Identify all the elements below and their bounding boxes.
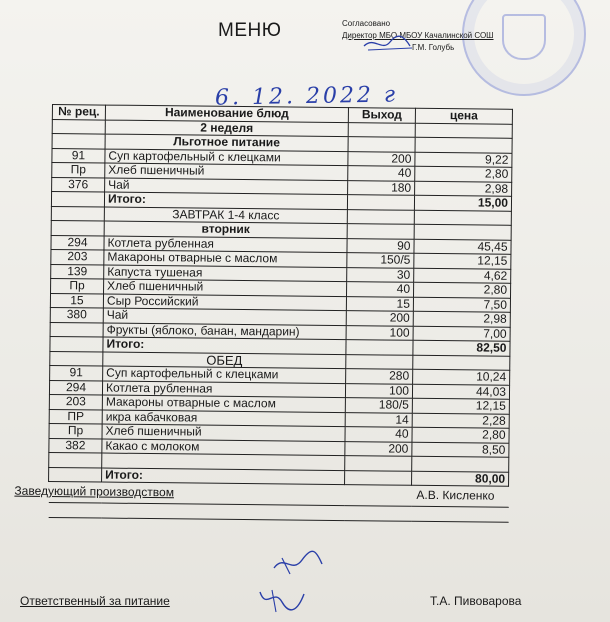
portion-output: 15 xyxy=(346,296,413,311)
dish-price: 12,15 xyxy=(412,398,509,414)
portion-output: 200 xyxy=(346,311,413,326)
approval-line-1: Согласовано xyxy=(342,19,391,28)
menu-table xyxy=(14,104,513,523)
breakfast-total-value: 82,50 xyxy=(413,340,510,356)
breakfast-total-label: Итого: xyxy=(103,337,346,354)
head-name: А.В. Кисленко xyxy=(416,487,495,503)
portion-output: 100 xyxy=(345,383,412,398)
dish-name: икра кабачковая xyxy=(102,410,345,427)
dish-price: 7,00 xyxy=(413,326,510,342)
dish-name: Суп картофельный с клецками xyxy=(105,149,348,166)
recipe-number: Пр xyxy=(52,163,105,178)
handwritten-date: 6. 12. 2022 г xyxy=(214,82,399,111)
recipe-number: 91 xyxy=(50,365,103,380)
recipe-number: 139 xyxy=(51,264,104,279)
portion-output: 40 xyxy=(348,166,415,181)
dish-price: 4,62 xyxy=(414,268,511,284)
dish-price: 2,98 xyxy=(415,181,512,197)
portion-output: 150/5 xyxy=(347,253,414,268)
dish-name: Капуста тушеная xyxy=(104,265,347,282)
dish-name: Чай xyxy=(105,178,348,195)
dish-price: 8,50 xyxy=(412,442,509,458)
dish-name: Хлеб пшеничный xyxy=(104,279,347,296)
dish-name: Суп картофельный с клецками xyxy=(103,366,346,383)
dish-price: 2,28 xyxy=(412,413,509,429)
approval-line-2: Директор МБО МБОУ Качалинской СОШ xyxy=(342,31,494,40)
responsible-label: Ответственный за питание xyxy=(20,594,170,608)
portion-output: 40 xyxy=(347,282,414,297)
dish-price: 9,22 xyxy=(415,152,512,168)
head-label: Заведующий производством xyxy=(14,483,175,500)
recipe-number: Пр xyxy=(49,423,102,438)
recipe-number: 15 xyxy=(50,293,103,308)
dish-name: Хлеб пшеничный xyxy=(102,424,345,441)
dish-price: 2,80 xyxy=(412,427,509,443)
dish-name: Хлеб пшеничный xyxy=(105,163,348,180)
lunch-total-label: Итого: xyxy=(102,468,345,485)
recipe-number: 376 xyxy=(52,177,105,192)
dish-name: Котлета рубленная xyxy=(104,236,347,253)
dish-price: 2,80 xyxy=(415,166,512,182)
day-label: вторник xyxy=(104,221,347,238)
responsible-signature xyxy=(252,584,312,614)
breakfast-title: ЗАВТРАК 1-4 класс xyxy=(104,207,347,224)
portion-output: 200 xyxy=(348,151,415,166)
portion-output: 280 xyxy=(346,369,413,384)
recipe-number: 91 xyxy=(52,148,105,163)
portion-output: 40 xyxy=(345,427,412,442)
lgot-title: Льготное питание xyxy=(105,134,348,151)
lunch-title: ОБЕД xyxy=(103,352,346,369)
dish-price: 2,98 xyxy=(413,311,510,327)
recipe-number: 380 xyxy=(50,307,103,322)
dish-price: 7,50 xyxy=(413,297,510,313)
dish-price: 12,15 xyxy=(414,253,511,269)
col-header-name: Наименование блюд xyxy=(105,105,348,122)
recipe-number: 294 xyxy=(51,235,104,250)
portion-output: 14 xyxy=(345,412,412,427)
director-signature xyxy=(360,32,420,54)
dish-name: Какао с молоком xyxy=(102,439,345,456)
dish-price: 45,45 xyxy=(414,239,511,255)
head-signature xyxy=(268,548,328,578)
week-label: 2 неделя xyxy=(105,120,348,137)
page-title: МЕНЮ xyxy=(218,20,282,41)
recipe-number: Пр xyxy=(51,278,104,293)
recipe-number: ПР xyxy=(49,409,102,424)
recipe-number: 203 xyxy=(51,249,104,264)
dish-name: Фрукты (яблоко, банан, мандарин) xyxy=(103,323,346,340)
col-header-out: Выход xyxy=(348,108,415,123)
portion-output: 90 xyxy=(347,238,414,253)
dish-name: Макароны отварные с маслом xyxy=(102,395,345,412)
portion-output: 200 xyxy=(345,441,412,456)
portion-output: 100 xyxy=(346,325,413,340)
dish-name: Сыр Российский xyxy=(103,294,346,311)
dish-name: Макароны отварные с маслом xyxy=(104,250,347,267)
recipe-number: 203 xyxy=(49,394,102,409)
dish-price: 2,80 xyxy=(414,282,511,298)
recipe-number xyxy=(50,322,103,337)
lgot-total-label: Итого: xyxy=(104,192,347,209)
dish-price: 10,24 xyxy=(413,369,510,385)
col-header-num: № рец. xyxy=(52,105,105,120)
portion-output: 30 xyxy=(347,267,414,282)
lunch-total-value: 80,00 xyxy=(412,471,509,487)
recipe-number: 382 xyxy=(49,438,102,453)
dish-price: 44,03 xyxy=(412,384,509,400)
approval-line-3: Г.М. Голубь xyxy=(412,43,455,52)
dish-name: Котлета рубленная xyxy=(102,381,345,398)
portion-output: 180 xyxy=(348,180,415,195)
lgot-total-value: 15,00 xyxy=(414,195,511,211)
responsible-name: Т.А. Пивоварова xyxy=(430,594,522,608)
dish-name: Чай xyxy=(103,308,346,325)
col-header-price: цена xyxy=(415,108,512,124)
portion-output: 180/5 xyxy=(345,398,412,413)
recipe-number: 294 xyxy=(49,380,102,395)
